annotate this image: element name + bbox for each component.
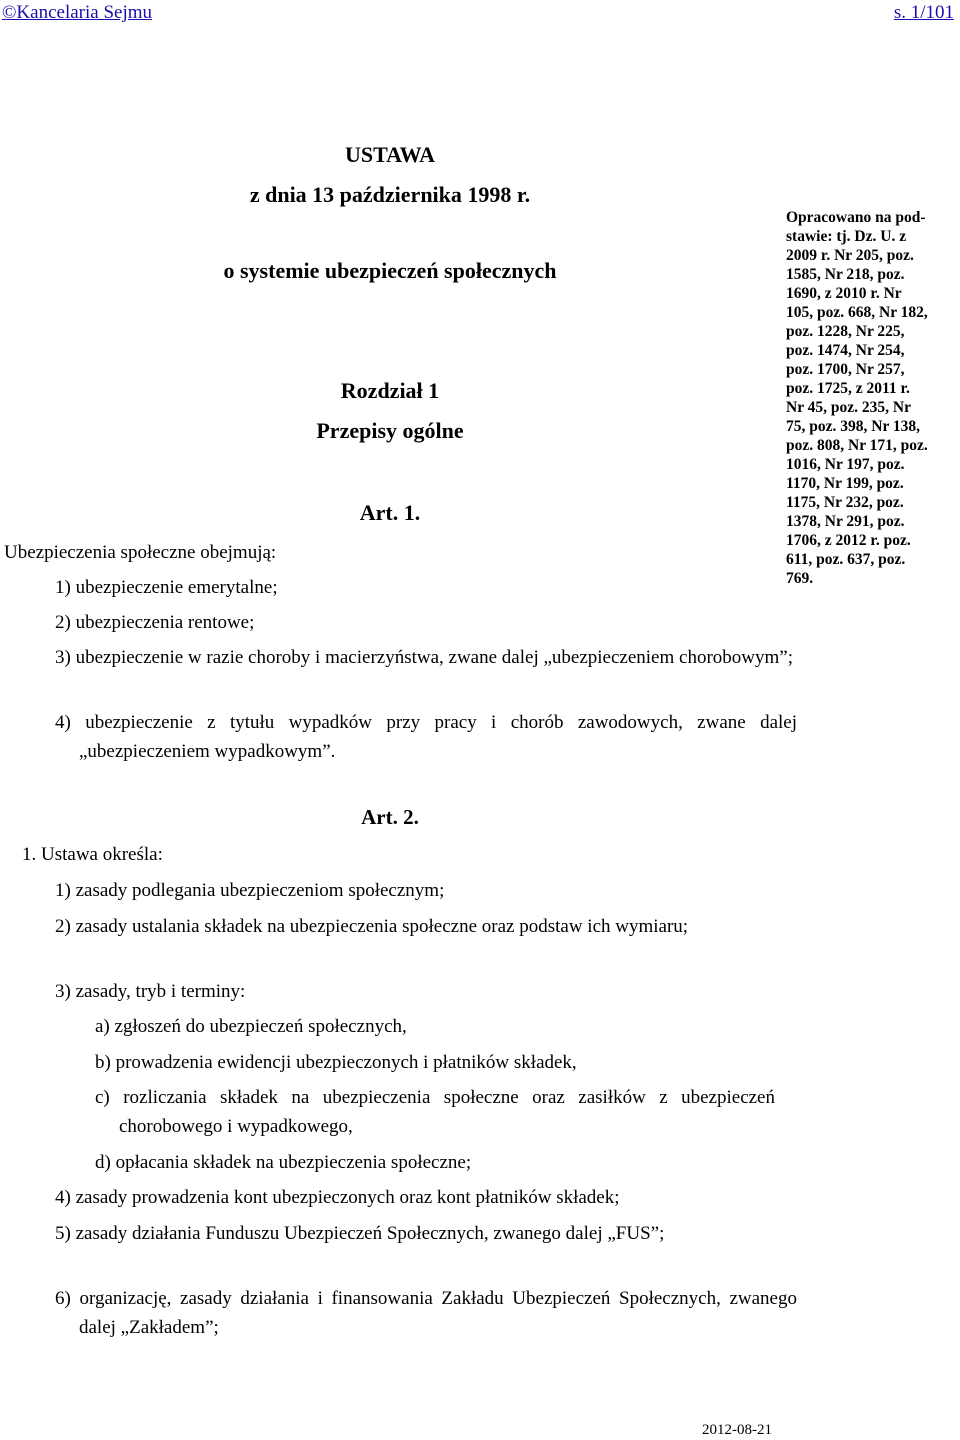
chapter-name: Przepisy ogólne bbox=[316, 418, 464, 443]
source-note bbox=[786, 208, 960, 588]
source-note-line: 769. bbox=[786, 570, 814, 587]
art2-intro: 1. Ustawa określa: bbox=[22, 844, 163, 865]
art1-item-1: 1) ubezpieczenie emerytalne; bbox=[55, 577, 278, 598]
page-number-text[interactable]: s. 1/101 bbox=[893, 2, 954, 23]
art2-title: Art. 2. bbox=[361, 805, 419, 829]
art2-subitem-c: c) rozliczania składek na ubezpieczenia społeczne oraz zasiłków z ubezpieczeń chorobowego i wypadkowego, bbox=[95, 1087, 775, 1137]
source-link-text[interactable]: ©Kancelaria Sejmu bbox=[2, 2, 153, 23]
source-note-line: 1706, z 2012 r. poz. bbox=[786, 532, 911, 549]
page-number[interactable] bbox=[894, 2, 954, 24]
source-note-line: 611, poz. 637, poz. bbox=[786, 551, 906, 568]
art2-item-6: 6) organizację, zasady działania i finansowania Zakładu Ubezpieczeń Społecznych, zwanego dalej „Zakładem”; bbox=[55, 1288, 797, 1338]
art1-item-2: 2) ubezpieczenia rentowe; bbox=[55, 612, 255, 633]
art2-item-4: 4) zasady prowadzenia kont ubezpieczonych oraz kont płatników składek; bbox=[55, 1187, 620, 1208]
source-link[interactable] bbox=[2, 2, 152, 24]
art2-item-5: 5) zasady działania Funduszu Ubezpieczeń Społecznych, zwanego dalej „FUS”; bbox=[55, 1223, 665, 1244]
source-note-line: 2009 r. Nr 205, poz. bbox=[786, 247, 914, 264]
source-note-line: poz. 1228, Nr 225, bbox=[786, 323, 905, 340]
source-note-line: poz. 1725, z 2011 r. bbox=[786, 380, 910, 397]
art2-subitem-a: a) zgłoszeń do ubezpieczeń społecznych, bbox=[95, 1016, 407, 1037]
source-note-line: 1690, z 2010 r. Nr bbox=[786, 285, 902, 302]
art1-intro: Ubezpieczenia społeczne obejmują: bbox=[4, 542, 277, 563]
source-note-line: 75, poz. 398, Nr 138, bbox=[786, 418, 921, 435]
source-note-line: poz. 1700, Nr 257, bbox=[786, 361, 905, 378]
act-date: z dnia 13 października 1998 r. bbox=[249, 182, 531, 207]
art1-title: Art. 1. bbox=[359, 500, 421, 525]
footer-date: 2012-08-21 bbox=[702, 1422, 772, 1438]
source-note-line: poz. 1474, Nr 254, bbox=[786, 342, 905, 359]
act-subject: o systemie ubezpieczeń społecznych bbox=[223, 258, 557, 283]
act-type: USTAWA bbox=[344, 142, 436, 167]
art2-item-2: 2) zasady ustalania składek na ubezpieczenia społeczne oraz podstaw ich wymiaru; bbox=[55, 916, 689, 937]
source-note-line: Nr 45, poz. 235, Nr bbox=[786, 399, 911, 416]
source-note-line: 1016, Nr 197, poz. bbox=[786, 456, 905, 473]
art2-subitem-d: d) opłacania składek na ubezpieczenia społeczne; bbox=[95, 1152, 472, 1173]
art2-item-3: 3) zasady, tryb i terminy: bbox=[55, 981, 246, 1002]
source-note-line: poz. 808, Nr 171, poz. bbox=[786, 437, 928, 454]
source-note-line: 1585, Nr 218, poz. bbox=[786, 266, 905, 283]
art1-item-4: 4) ubezpieczenie z tytułu wypadków przy pracy i chorób zawodowych, zwane dalej „ubezpieczeniem wypadkowym”. bbox=[55, 712, 797, 762]
art2-subitem-b: b) prowadzenia ewidencji ubezpieczonych i płatników składek, bbox=[95, 1052, 577, 1073]
source-note-line: 1378, Nr 291, poz. bbox=[786, 513, 905, 530]
art2-item-1: 1) zasady podlegania ubezpieczeniom społecznym; bbox=[55, 880, 445, 901]
source-note-line: 1175, Nr 232, poz. bbox=[786, 494, 904, 511]
source-note-line: 105, poz. 668, Nr 182, bbox=[786, 304, 928, 321]
source-note-line: Opracowano na pod- bbox=[786, 209, 926, 226]
chapter-number: Rozdział 1 bbox=[340, 378, 440, 403]
art1-item-3: 3) ubezpieczenie w razie choroby i macierzyństwa, zwane dalej „ubezpieczeniem chorobowym”; bbox=[55, 647, 793, 668]
source-note-line: stawie: tj. Dz. U. z bbox=[786, 228, 907, 245]
source-note-line: 1170, Nr 199, poz. bbox=[786, 475, 904, 492]
